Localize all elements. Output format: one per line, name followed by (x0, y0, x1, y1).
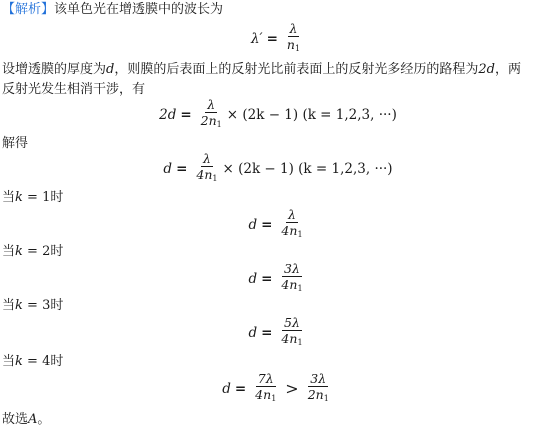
eq3-fraction: $\frac{\lambda}{4n_1}$ (196, 151, 218, 183)
case-label-1: 当k = 1时 (2, 190, 64, 205)
case-equation-2: d = $\frac{3\lambda}{4n_1}$ (248, 261, 303, 293)
eq1-fraction (285, 22, 302, 55)
eq1-numerator: λ (289, 21, 298, 36)
solve-label: 解得 (2, 136, 29, 151)
case-equation-1: d = $\frac{\lambda}{4n_1}$ (248, 207, 303, 239)
intro-text: 该单色光在增透膜中的波长为 (54, 2, 224, 17)
case-equation-3: d = $\frac{5\lambda}{4n_1}$ (248, 315, 303, 347)
paragraph-line-1: 设增透膜的厚度为d，则膜的后表面上的反射光比前表面上的反射光多经历的路程为2d，两 (2, 62, 521, 77)
answer-letter: A (28, 412, 38, 427)
case-equation-4: d = $\frac{7\lambda}{4n_1}$ > $\frac{3\lambda}{2n_1}$ (222, 371, 329, 403)
case-label-2: 当k = 2时 (2, 244, 64, 259)
equation-wavelength (0, 22, 556, 55)
equation-path-difference: 2d = $\frac{\lambda}{2n_1}$ × (2k − 1) (k = 1,2,3, ···) (159, 97, 397, 129)
case-label-4: 当k = 4时 (2, 354, 64, 369)
eq1-lhs: λ′ (250, 30, 263, 47)
paragraph-line-2: 反射光发生相消干涉，有 (2, 82, 146, 97)
case-label-3: 当k = 3时 (2, 298, 64, 313)
eq2-rest: × (2k − 1) (k = 1,2,3, ···) (226, 106, 397, 123)
conclusion: 故选A。 (2, 412, 51, 427)
analysis-tag: 【解析】 (2, 2, 55, 17)
equation-thickness-general: d = $\frac{\lambda}{4n_1}$ × (2k − 1) (k = 1,2,3, ···) (163, 151, 393, 183)
comparison-sign: > (285, 379, 299, 398)
eq1-denominator: $n_1$ (286, 37, 301, 53)
eq1-equals: = (266, 30, 278, 47)
eq2-fraction: $\frac{\lambda}{2n_1}$ (200, 97, 222, 129)
intro-line (2, 2, 223, 18)
eq3-rest: × (2k − 1) (k = 1,2,3, ···) (222, 160, 393, 177)
